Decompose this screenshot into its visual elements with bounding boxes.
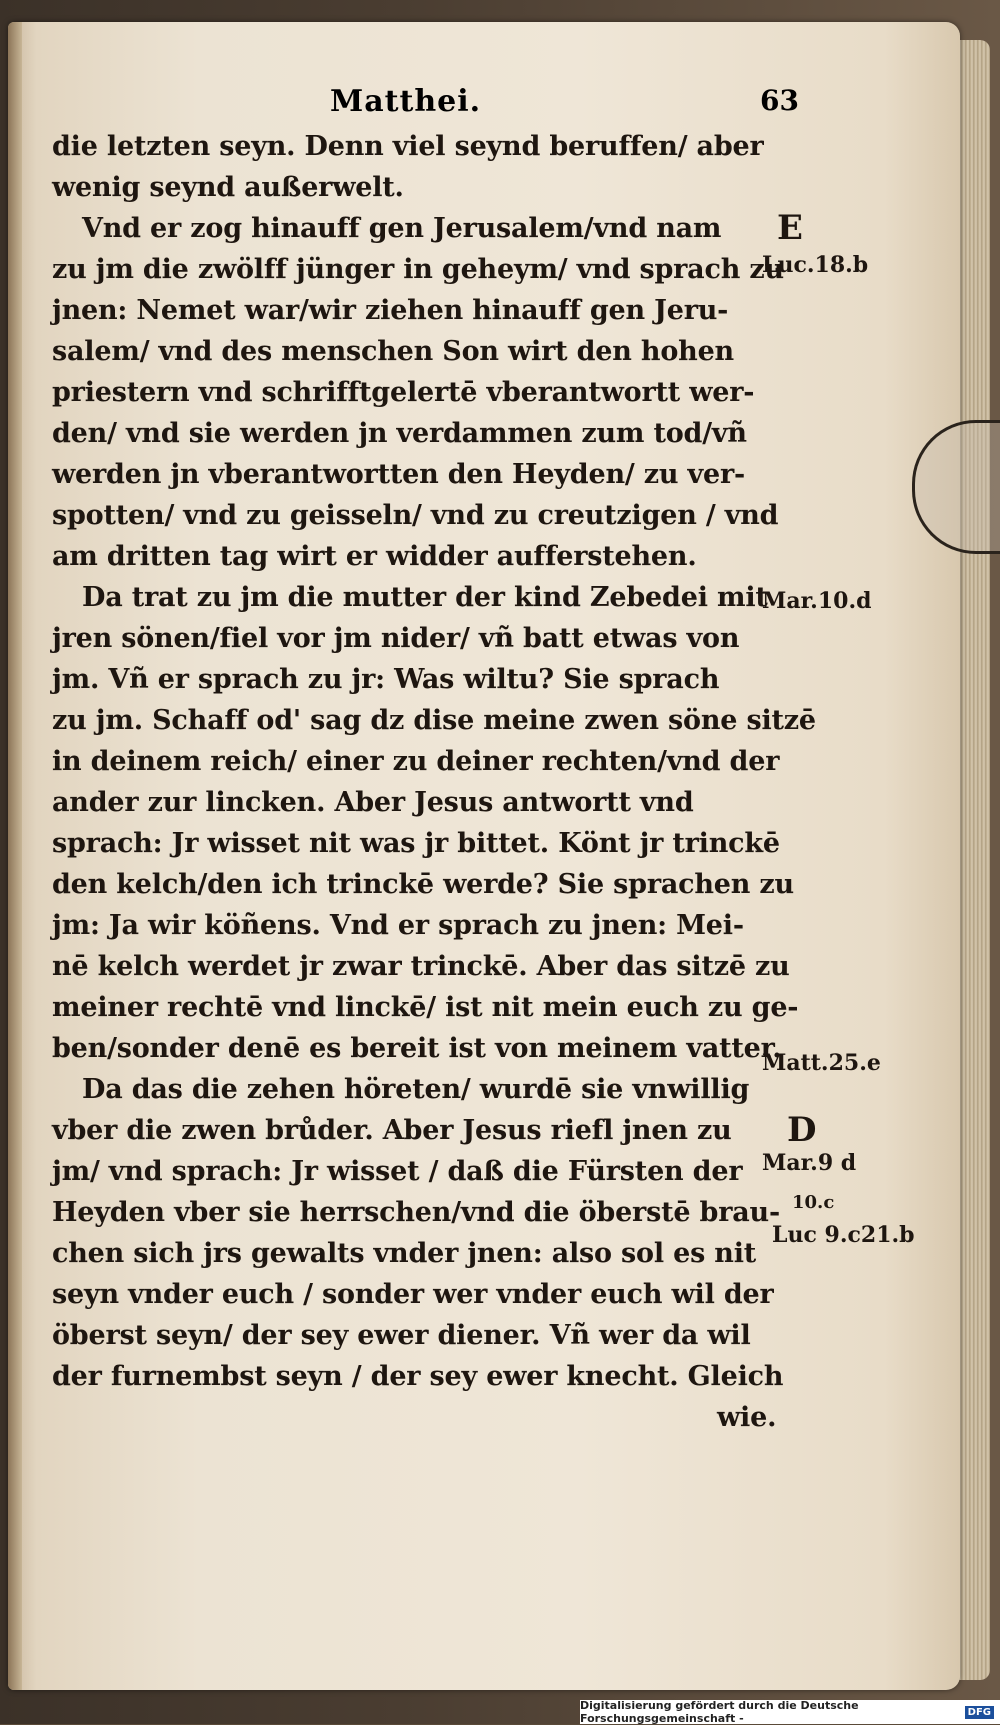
text-line: jren sönen/fiel vor jm nider/ vñ batt etwas von [52, 623, 740, 654]
text-line: den kelch/den ich trinckē werde? Sie sprachen zu [52, 869, 794, 900]
text-line: priestern vnd schrifftgelertē vberantwortt wer- [52, 377, 755, 408]
text-line: jm/ vnd sprach: Jr wisset / daß die Fürsten der [52, 1156, 743, 1187]
text-line: zu jm die zwölff jünger in geheym/ vnd sprach zu [52, 254, 784, 285]
text-line: wenig seynd außerwelt. [52, 172, 404, 203]
text-line: vber die zwen brůder. Aber Jesus riefl jnen zu [52, 1115, 732, 1146]
text-line: Da trat zu jm die mutter der kind Zebedei mit [82, 582, 768, 613]
footer-credit: Digitalisierung gefördert durch die Deutsche Forschungsgemeinschaft - [580, 1699, 859, 1725]
margin-reference: Mar.10.d [762, 588, 872, 614]
margin-reference: Mar.9 d [762, 1150, 857, 1176]
margin-section-letter: E [777, 208, 803, 248]
text-line: meiner rechtē vnd linckē/ ist nit mein euch zu ge- [52, 992, 799, 1023]
text-line: in deinem reich/ einer zu deiner rechten/vnd der [52, 746, 780, 777]
text-line: sprach: Jr wisset nit was jr bittet. Könt jr trinckē [52, 828, 780, 859]
page-gutter-edge [8, 22, 22, 1690]
digitization-footer [580, 1700, 1000, 1724]
catchword: wie. [717, 1402, 777, 1433]
text-line: seyn vnder euch / sonder wer vnder euch wil der [52, 1279, 774, 1310]
margin-reference: Luc.18.b [762, 252, 869, 278]
margin-section-letter: D [787, 1110, 817, 1150]
text-line: jm. Vñ er sprach zu jr: Was wiltu? Sie sprach [52, 664, 720, 695]
margin-reference: Matt.25.e [762, 1050, 881, 1076]
text-line: Heyden vber sie herrschen/vnd die öberstē brau- [52, 1197, 780, 1228]
margin-reference: Luc 9.c21.b [772, 1222, 915, 1248]
text-line: nē kelch werdet jr zwar trinckē. Aber das sitzē zu [52, 951, 790, 982]
text-line: am dritten tag wirt er widder aufferstehen. [52, 541, 697, 572]
running-title: Matthei. [330, 84, 482, 119]
text-line: zu jm. Schaff od' sag dz dise meine zwen söne sitzē [52, 705, 816, 736]
text-line: den/ vnd sie werden jn verdammen zum tod/vñ [52, 418, 747, 449]
page-number: 63 [760, 84, 799, 117]
text-line: ander zur lincken. Aber Jesus antwortt vnd [52, 787, 694, 818]
text-line: der furnembst seyn / der sey ewer knecht. Gleich [52, 1361, 784, 1392]
text-line: Vnd er zog hinauff gen Jerusalem/vnd nam [82, 213, 722, 244]
margin-notes [762, 0, 962, 1724]
text-line: ben/sonder denē es bereit ist von meinem vatter. [52, 1033, 782, 1064]
page-stack-edge [958, 40, 990, 1680]
running-head [52, 84, 799, 132]
text-line: jnen: Nemet war/wir ziehen hinauff gen Jeru- [52, 295, 729, 326]
text-line: jm: Ja wir köñens. Vnd er sprach zu jnen: Mei- [52, 910, 744, 941]
text-line: werden jn vberantwortten den Heyden/ zu ver- [52, 459, 746, 490]
text-line: salem/ vnd des menschen Son wirt den hohen [52, 336, 734, 367]
text-line: öberst seyn/ der sey ewer diener. Vñ wer da wil [52, 1320, 751, 1351]
text-line: chen sich jrs gewalts vnder jnen: also sol es nit [52, 1238, 757, 1269]
margin-reference: 10.c [792, 1192, 835, 1213]
text-line: die letzten seyn. Denn viel seynd beruffen/ aber [52, 131, 764, 162]
text-line: Da das die zehen höreten/ wurdē sie vnwillig [82, 1074, 750, 1105]
text-line: spotten/ vnd zu geisseln/ vnd zu creutzigen / vnd [52, 500, 779, 531]
dfg-logo: DFG [965, 1706, 994, 1719]
